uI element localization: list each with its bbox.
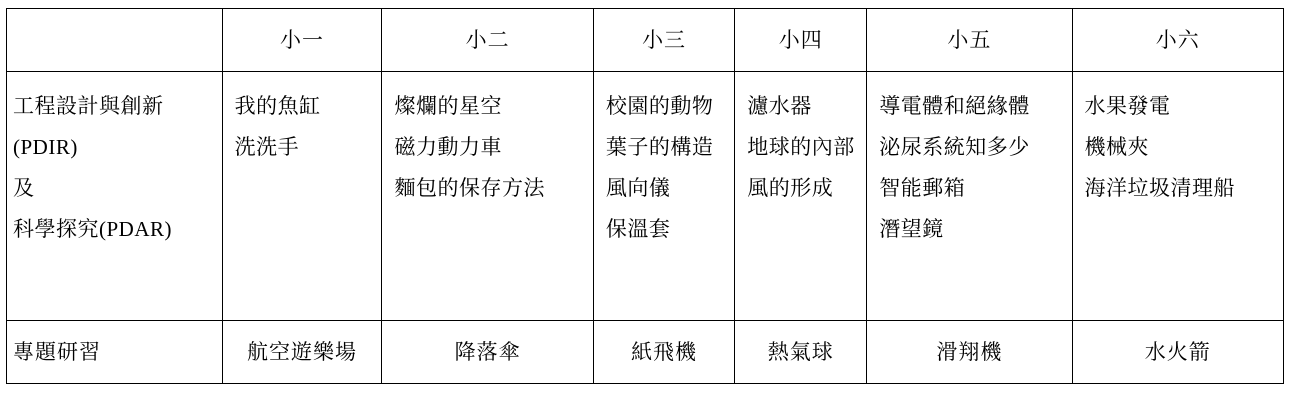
topic-item: 磁力動力車 <box>394 135 502 159</box>
topic-item: 濾水器 <box>747 94 812 118</box>
topic-item: 泌尿系統知多少 <box>879 135 1030 159</box>
column-header-cell <box>867 9 1072 72</box>
topic-item: 海洋垃圾清理船 <box>1084 176 1236 200</box>
topic-list <box>735 72 866 209</box>
topic-list <box>867 72 1071 250</box>
row-header-line: (PDIR) <box>13 135 78 159</box>
table-cell <box>222 72 382 321</box>
row-header-cell <box>7 72 223 321</box>
topic-item: 保溫套 <box>605 217 671 241</box>
row-header-line: 專題研習 <box>13 340 101 364</box>
row-header-cell <box>7 321 223 384</box>
table-cell <box>593 72 734 321</box>
row-header-line: 及 <box>13 176 35 200</box>
table-corner-cell <box>7 9 223 72</box>
table-cell <box>1072 321 1283 384</box>
topic-item: 我的魚缸 <box>234 94 321 118</box>
table-cell <box>1072 72 1283 321</box>
topic-item: 麵包的保存方法 <box>394 176 545 200</box>
topic-item: 智能郵箱 <box>879 176 966 200</box>
table-cell <box>867 72 1072 321</box>
table-cell <box>735 72 867 321</box>
topic-item: 洗洗手 <box>234 135 300 159</box>
column-header-label: 小四 <box>778 28 823 52</box>
table-cell <box>222 321 382 384</box>
topic-item: 導電體和絕緣體 <box>879 94 1030 118</box>
topic-item: 熱氣球 <box>767 340 834 364</box>
topic-item: 風向儀 <box>605 176 671 200</box>
topic-item: 水果發電 <box>1084 94 1171 118</box>
topic-list <box>382 72 592 209</box>
topic-item: 地球的內部 <box>747 135 855 159</box>
corner-label <box>7 9 222 71</box>
topic-item: 風的形成 <box>747 176 834 200</box>
column-header-cell <box>382 9 593 72</box>
column-header-label: 小三 <box>642 28 687 52</box>
topic-item: 葉子的構造 <box>605 135 714 159</box>
topic-item: 水火箭 <box>1144 340 1211 364</box>
table-cell <box>867 321 1072 384</box>
curriculum-table <box>6 8 1284 384</box>
table-row <box>7 72 1284 321</box>
row-header-text <box>7 72 222 250</box>
table-cell <box>382 321 593 384</box>
column-header-label: 小二 <box>465 28 510 52</box>
column-header-label: 小一 <box>280 28 325 52</box>
column-header-cell <box>593 9 734 72</box>
topic-item: 機械夾 <box>1084 135 1150 159</box>
topic-item: 滑翔機 <box>936 340 1003 364</box>
column-header-label: 小六 <box>1155 28 1200 52</box>
topic-item: 降落傘 <box>454 340 521 364</box>
table-cell <box>735 321 867 384</box>
column-header-cell <box>222 9 382 72</box>
document-page <box>0 8 1292 411</box>
column-header-label: 小五 <box>947 28 992 52</box>
topic-list <box>223 72 382 168</box>
column-header-cell <box>1072 9 1283 72</box>
topic-list <box>594 72 734 250</box>
topic-item: 校園的動物 <box>605 94 714 118</box>
table-header-row <box>7 9 1284 72</box>
topic-item: 燦爛的星空 <box>394 94 502 118</box>
table-cell <box>593 321 734 384</box>
table-cell <box>382 72 593 321</box>
row-header-line: 工程設計與創新 <box>13 94 164 118</box>
row-header-line: 科學探究(PDAR) <box>13 217 173 241</box>
topic-list <box>1073 72 1283 209</box>
column-header-cell <box>735 9 867 72</box>
table-row <box>7 321 1284 384</box>
topic-item: 潛望鏡 <box>879 217 944 241</box>
topic-item: 航空遊樂場 <box>247 340 358 364</box>
topic-item: 紙飛機 <box>631 340 698 364</box>
